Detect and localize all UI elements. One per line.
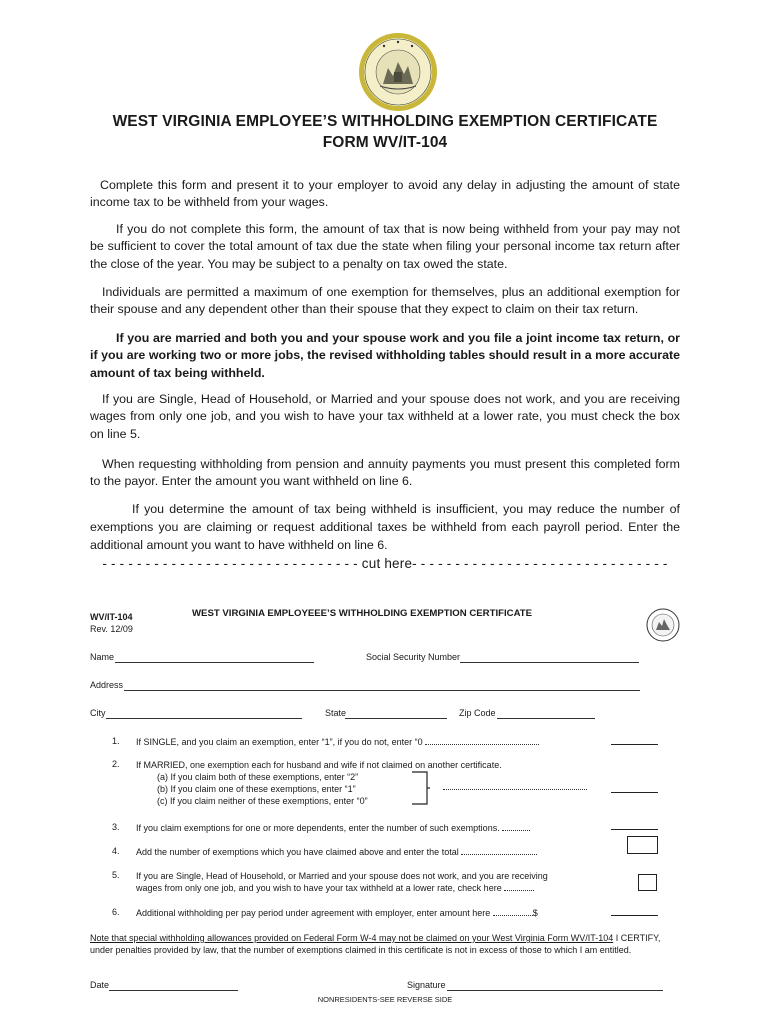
certification-certify: I CERTIFY, (613, 933, 661, 943)
item-2-answer-line[interactable] (611, 792, 658, 793)
item-2-dotted-leader (443, 789, 587, 790)
certification-line2: under penalties provided by law, that the number of exemptions claimed in this certificate is not in excess of those to which I am entitled. (90, 945, 632, 955)
form-subtitle: FORM WV/IT-104 (322, 134, 448, 151)
signature-field[interactable] (447, 990, 663, 991)
item-6-number: 6. (112, 907, 120, 917)
dollar-sign: $ (532, 908, 538, 918)
leader-dots (425, 736, 539, 745)
item-6-label: Additional withholding per pay period under agreement with employer, enter amount here (136, 908, 491, 918)
leader-dots (504, 882, 534, 891)
item-3-label: If you claim exemptions for one or more dependents, enter the number of such exemptions. (136, 823, 500, 833)
item-2-text: If MARRIED, one exemption each for husband and wife if not claimed on another certificate. (136, 760, 502, 770)
zip-field[interactable] (497, 718, 595, 719)
footer-note: NONRESIDENTS-SEE REVERSE SIDE (317, 995, 453, 1004)
form-revision: Rev. 12/09 (90, 624, 133, 634)
item-5-number: 5. (112, 870, 120, 880)
item-2b-text: (b) If you claim one of these exemptions, enter “1” (157, 784, 356, 794)
signature-label: Signature (407, 980, 446, 990)
address-field[interactable] (124, 690, 640, 691)
instruction-paragraph-2: If you do not complete this form, the amount of tax that is now being withheld from your pay may not be sufficient to cover the total amount of tax due the state when filing your personal income tax return after the close of the year. You may be subject to a penalty on tax owed the state. (90, 222, 680, 271)
item-1-text (136, 736, 539, 749)
item-5-checkbox[interactable] (638, 874, 657, 891)
state-seal-icon (358, 32, 438, 112)
item-4-label: Add the number of exemptions which you have claimed above and enter the total (136, 847, 459, 857)
instruction-paragraph-4: If you are married and both you and your spouse work and you file a joint income tax return, or if you are working two or more jobs, the revised withholding tables should result in a more accurate amount of tax being withheld. (90, 331, 680, 380)
bracket-icon (410, 770, 430, 806)
leader-dots (502, 822, 530, 831)
name-label: Name (90, 652, 115, 662)
date-label: Date (90, 980, 110, 990)
cut-here-line: - - - - - - - - - - - - - - - - - - - - - - - - - - - - - - cut here- - - - - - - - - - - - - - - - - - - - - - - - - - - - - - (102, 556, 668, 571)
small-state-seal-icon (646, 608, 680, 642)
instruction-paragraph-1: Complete this form and present it to your employer to avoid any delay in adjusting the amount of state income tax to be withheld from your wages. (90, 178, 680, 210)
date-field[interactable] (109, 990, 238, 991)
leader-dots (461, 846, 537, 855)
item-6-answer-line[interactable] (611, 915, 658, 916)
certification-statement (90, 932, 690, 956)
item-3-answer-line[interactable] (611, 829, 658, 830)
item-2-number: 2. (112, 759, 120, 769)
item-6-text (136, 907, 538, 920)
item-5-text-line2 (136, 882, 534, 895)
form-title: WEST VIRGINIA EMPLOYEE’S WITHHOLDING EXEMPTION CERTIFICATE (112, 113, 658, 130)
item-1-answer-line[interactable] (611, 744, 658, 745)
form-id: WV/IT-104 (90, 612, 133, 622)
state-field[interactable] (345, 718, 447, 719)
name-field[interactable] (115, 662, 314, 663)
zip-label: Zip Code (459, 708, 496, 718)
instruction-paragraph-7: If you determine the amount of tax being withheld is insufficient, you may reduce the number of exemptions you are claiming or request additional taxes be withheld from each payroll period. Enter the additional amount you want to have withheld on line 6. (90, 502, 680, 552)
instruction-paragraph-3: Individuals are permitted a maximum of one exemption for themselves, plus an additional exemption for their spouse and any dependent other than their spouse that they expect to claim on their tax return. (90, 285, 680, 317)
ssn-field[interactable] (460, 662, 639, 663)
city-field[interactable] (106, 718, 302, 719)
certificate-title: WEST VIRGINIA EMPLOYEEE’S WITHHOLDING EXEMPTION CERTIFICATE (192, 608, 533, 619)
item-3-number: 3. (112, 822, 120, 832)
instruction-paragraph-5: If you are Single, Head of Household, or Married and your spouse does not work, and you are receiving wages from only one job, and you wish to have your tax withheld at a lower rate, you must check the box on line 5. (90, 392, 680, 441)
state-label: State (325, 708, 347, 718)
certification-note: Note that special withholding allowances provided on Federal Form W-4 may not be claimed on your West Virginia Form WV/IT-104 (90, 933, 614, 943)
item-5-text-line1: If you are Single, Head of Household, or Married and your spouse does not work, and you are receiving (136, 871, 548, 881)
ssn-label: Social Security Number (366, 652, 461, 662)
city-label: City (90, 708, 106, 718)
item-4-number: 4. (112, 846, 120, 856)
address-label: Address (90, 680, 124, 690)
item-4-total-box[interactable] (627, 836, 658, 854)
item-2a-text: (a) If you claim both of these exemptions, enter “2” (157, 772, 359, 782)
item-3-text (136, 822, 530, 835)
instruction-paragraph-6: When requesting withholding from pension and annuity payments you must present this completed form to the payor. Enter the amount you want withheld on line 6. (90, 457, 680, 489)
item-2c-text: (c) If you claim neither of these exemptions, enter “0” (157, 796, 368, 806)
item-4-text (136, 846, 537, 859)
item-1-label: If SINGLE, and you claim an exemption, enter “1”, if you do not, enter “0 (136, 737, 423, 747)
item-1-number: 1. (112, 736, 120, 746)
leader-dots (493, 907, 533, 916)
item-5-label: wages from only one job, and you wish to have your tax withheld at a lower rate, check here (136, 883, 502, 893)
